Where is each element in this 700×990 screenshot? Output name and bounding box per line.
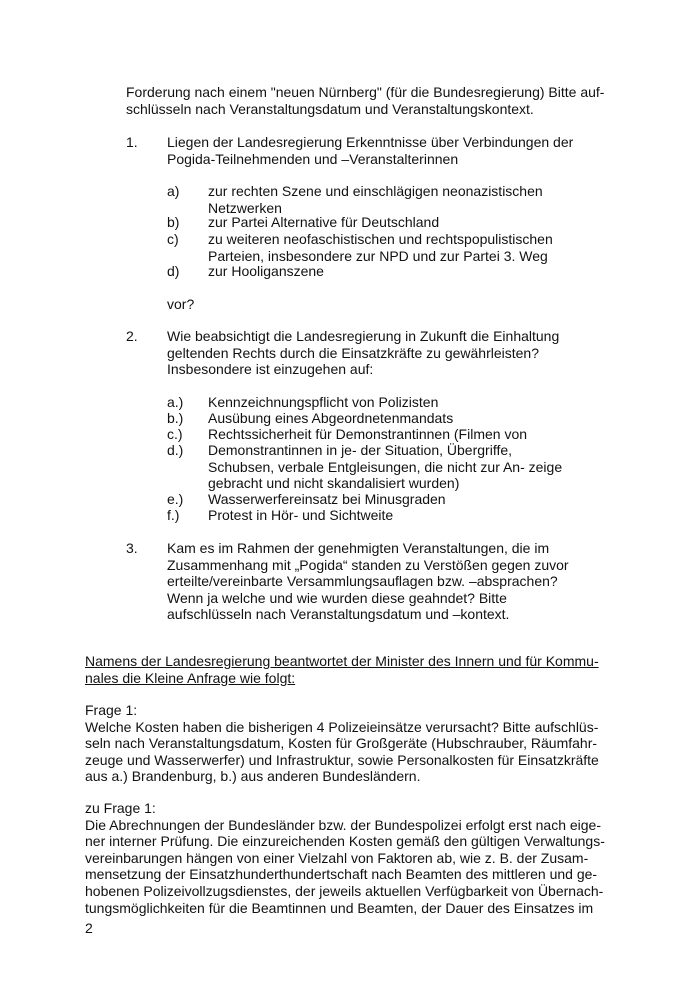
- text-line: Pogida-Teilnehmenden und –Veranstalterinnen: [167, 150, 459, 167]
- text-line: Liegen der Landesregierung Erkenntnisse über Verbindungen der: [167, 134, 574, 150]
- question-text: [167, 540, 569, 623]
- question-text: [167, 328, 559, 378]
- text-line: seln nach Veranstaltungsdatum, Kosten für Großgeräte (Hubschrauber, Räumfahr-: [85, 735, 598, 752]
- list-marker: d): [167, 263, 180, 279]
- list-marker: f.): [167, 507, 180, 523]
- text-line: schlüsseln nach Veranstaltungsdatum und Veranstaltungskontext.: [126, 100, 534, 117]
- text-line: hobenen Polizeivollzugsdienstes, der jeweils aktuellen Verfügbarkeit von Übernach-: [85, 882, 604, 899]
- text-line: zur Partei Alternative für Deutschland: [208, 214, 440, 230]
- text-line: Demonstrantinnen in je- der Situation, Übergriffe,: [208, 442, 513, 458]
- list-marker: a.): [167, 394, 184, 410]
- text-line: gebracht und nicht skandalisiert wurden): [208, 475, 460, 492]
- list-marker: d.): [167, 442, 184, 458]
- text-line: Wie beabsichtigt die Landesregierung in Zukunft die Einhaltung: [167, 328, 560, 344]
- list-item: [208, 214, 439, 231]
- text-line: aufschlüsseln nach Veranstaltungsdatum und –kontext.: [167, 606, 510, 623]
- list-marker: b): [167, 214, 180, 230]
- text-line: tungsmöglichkeiten für die Beamtinnen und Beamten, der Dauer des Einsatzes im: [85, 899, 594, 916]
- text-line: aus a.) Brandenburg, b.) aus anderen Bundesländern.: [85, 768, 421, 785]
- text-line: ner interner Prüfung. Die einzureichenden Kosten gemäß den gültigen Verwaltungs-: [85, 833, 605, 850]
- text-line: Kennzeichnungspflicht von Polizisten: [208, 394, 439, 410]
- text-line: Insbesondere ist einzugehen auf:: [167, 361, 374, 378]
- text-line: Welche Kosten haben die bisherigen 4 Polizeieinsätze verursacht? Bitte aufschlüs-: [85, 718, 599, 735]
- text-line: Die Abrechnungen der Bundesländer bzw. der Bundespolizei erfolgt erst nach eige-: [85, 816, 601, 833]
- text-line: nales die Kleine Anfrage wie folgt:: [85, 669, 296, 686]
- list-item: [208, 491, 446, 508]
- list-item: [208, 426, 527, 443]
- text-line: zur rechten Szene und einschlägigen neonazistischen: [208, 183, 543, 199]
- text-line: mensetzung der Einsatzhunderthundertschaft nach Beamten des mittleren und ge-: [85, 866, 598, 883]
- text-line: Schubsen, verbale Entgleisungen, die nicht zur An- zeige: [208, 458, 563, 475]
- text-line: Wenn ja welche und wie wurden diese geahndet? Bitte: [167, 589, 507, 606]
- text-line: Rechtssicherheit für Demonstrantinnen (Filmen von: [208, 426, 528, 442]
- list-marker: c): [167, 231, 179, 247]
- question-number: 1.: [126, 134, 138, 150]
- text-line: zu weiteren neofaschistischen und rechtspopulistischen: [208, 231, 553, 247]
- frage-label: zu Frage 1:: [85, 800, 156, 816]
- text-line: geltenden Rechts durch die Einsatzkräfte zu gewährleisten?: [167, 344, 539, 361]
- text-line: Forderung nach einem "neuen Nürnberg" (für die Bundesregierung) Bitte auf-: [126, 84, 605, 100]
- text-line: vereinbarungen hängen von einer Vielzahl von Faktoren ab, wie z. B. der Zusam-: [85, 849, 589, 866]
- frage-1: [85, 702, 599, 785]
- text-line: Ausübung eines Abgeordnetenmandats: [208, 410, 454, 426]
- list-marker: b.): [167, 410, 184, 426]
- list-item: [208, 410, 453, 427]
- list-item: [208, 507, 393, 524]
- frage-label: Frage 1:: [85, 702, 138, 718]
- question-number: 3.: [126, 540, 138, 556]
- list-marker: a): [167, 183, 180, 199]
- page-number: 2: [85, 920, 93, 936]
- answer-frage-1: [85, 800, 605, 916]
- list-marker: e.): [167, 491, 184, 507]
- question-number: 2.: [126, 328, 138, 344]
- text-line: Kam es im Rahmen der genehmigten Veranstaltungen, die im: [167, 540, 550, 556]
- list-item: [208, 183, 543, 216]
- text-line: Protest in Hör- und Sichtweite: [208, 507, 394, 523]
- text-line: zur Hooliganszene: [208, 263, 324, 279]
- text-line: zeuge und Wasserwerfer) und Infrastruktur, sowie Personalkosten für Einsatzkräfte: [85, 751, 599, 768]
- list-item: [208, 442, 562, 492]
- text-line: Parteien, insbesondere zur NPD und zur Partei 3. Weg: [208, 247, 548, 264]
- text-line: Netzwerken: [208, 199, 282, 216]
- text-line: Wasserwerfereinsatz bei Minusgraden: [208, 491, 446, 507]
- list-marker: c.): [167, 426, 183, 442]
- answer-heading: [85, 653, 599, 686]
- list-item: [208, 263, 324, 280]
- list-item: [208, 231, 553, 264]
- question-text: [167, 134, 573, 167]
- text-line: Namens der Landesregierung beantwortet der Minister des Innern und für Kommu-: [85, 653, 599, 669]
- text-line: Zusammenhang mit „Pogida“ standen zu Verstößen gegen zuvor: [167, 556, 569, 573]
- question-closing: vor?: [167, 296, 195, 312]
- intro-paragraph: [126, 84, 604, 117]
- text-line: erteilte/vereinbarte Versammlungsauflagen bzw. –absprachen?: [167, 573, 558, 590]
- list-item: [208, 394, 438, 411]
